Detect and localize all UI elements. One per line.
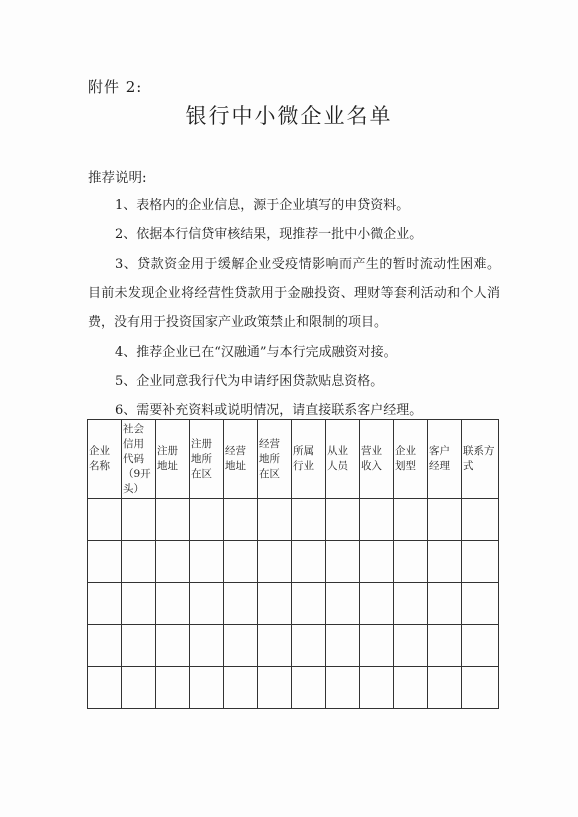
- column-header: 联系方式: [462, 420, 499, 499]
- table-cell: [428, 667, 462, 709]
- table-row: [88, 499, 499, 541]
- table-cell: [394, 583, 428, 625]
- table-cell: [258, 583, 292, 625]
- table-cell: [258, 499, 292, 541]
- table-row: [88, 583, 499, 625]
- table-cell: [326, 625, 360, 667]
- table-cell: [292, 541, 326, 583]
- recommendation-item-5: 5、企业同意我行代为申请纾困贷款贴息资格。: [115, 374, 384, 389]
- recommendation-item-3: 3、贷款资金用于缓解企业受疫情影响而产生的暂时流动性困难。目前未发现企业将经营性贷款用于金融投资、理财等套利活动和个人消费，没有用于投资国家产业政策禁止和限制的项目。: [88, 257, 500, 330]
- table-cell: [462, 541, 499, 583]
- table-cell: [224, 667, 258, 709]
- recommendation-item-6: 6、需要补充资料或说明情况，请直接联系客户经理。: [115, 403, 423, 418]
- column-header: 经营地所在区: [258, 420, 292, 499]
- table-cell: [88, 541, 122, 583]
- table-cell: [156, 667, 190, 709]
- table-cell: [292, 583, 326, 625]
- table-cell: [428, 541, 462, 583]
- table-cell: [462, 499, 499, 541]
- table-cell: [462, 625, 499, 667]
- attachment-label: 附件 2:: [88, 78, 143, 96]
- table-cell: [258, 667, 292, 709]
- table-cell: [88, 625, 122, 667]
- table-row: [88, 667, 499, 709]
- table-cell: [258, 625, 292, 667]
- table-cell: [360, 667, 394, 709]
- column-header: 客户经理: [428, 420, 462, 499]
- column-header: 企业划型: [394, 420, 428, 499]
- table-cell: [190, 583, 224, 625]
- table-cell: [292, 499, 326, 541]
- table-row: [88, 625, 499, 667]
- table-cell: [190, 541, 224, 583]
- table-cell: [156, 583, 190, 625]
- table-cell: [88, 667, 122, 709]
- recommendation-item-2: 2、依据本行信贷审核结果，现推荐一批中小微企业。: [115, 227, 423, 242]
- table-cell: [394, 667, 428, 709]
- recommendation-heading: 推荐说明:: [88, 170, 147, 186]
- table-cell: [122, 667, 156, 709]
- table-cell: [190, 625, 224, 667]
- table-cell: [224, 583, 258, 625]
- column-header: 社会信用代码（9开头）: [122, 420, 156, 499]
- column-header: 所属行业: [292, 420, 326, 499]
- table-cell: [224, 499, 258, 541]
- table-row: [88, 541, 499, 583]
- table-cell: [156, 499, 190, 541]
- table-cell: [122, 541, 156, 583]
- table-cell: [394, 625, 428, 667]
- table-cell: [462, 583, 499, 625]
- recommendation-item-4: 4、推荐企业已在“汉融通”与本行完成融资对接。: [115, 345, 397, 360]
- table-cell: [428, 625, 462, 667]
- table-cell: [428, 499, 462, 541]
- column-header: 注册地址: [156, 420, 190, 499]
- table-cell: [360, 541, 394, 583]
- table-cell: [224, 625, 258, 667]
- document-title: 银行中小微企业名单: [185, 104, 393, 128]
- column-header: 经营地址: [224, 420, 258, 499]
- table-cell: [462, 667, 499, 709]
- table-cell: [190, 499, 224, 541]
- table-cell: [122, 625, 156, 667]
- table-cell: [326, 667, 360, 709]
- table-cell: [326, 541, 360, 583]
- table-cell: [360, 625, 394, 667]
- table-cell: [156, 541, 190, 583]
- column-header: 企业名称: [88, 420, 122, 499]
- table-header-row: [88, 420, 499, 499]
- table-cell: [156, 625, 190, 667]
- table-cell: [360, 499, 394, 541]
- table-cell: [122, 583, 156, 625]
- table-cell: [292, 667, 326, 709]
- table-cell: [394, 541, 428, 583]
- enterprise-table: [87, 419, 499, 709]
- table-cell: [258, 541, 292, 583]
- table-cell: [326, 583, 360, 625]
- table-cell: [122, 499, 156, 541]
- column-header: 从业人员: [326, 420, 360, 499]
- table-cell: [88, 583, 122, 625]
- table-cell: [224, 541, 258, 583]
- table-cell: [394, 499, 428, 541]
- table-cell: [190, 667, 224, 709]
- recommendation-item-1: 1、表格内的企业信息，源于企业填写的申贷资料。: [115, 198, 410, 213]
- table-cell: [88, 499, 122, 541]
- table-cell: [292, 625, 326, 667]
- table-cell: [428, 583, 462, 625]
- table-cell: [360, 583, 394, 625]
- column-header: 注册地所在区: [190, 420, 224, 499]
- table-cell: [326, 499, 360, 541]
- column-header: 营业收入: [360, 420, 394, 499]
